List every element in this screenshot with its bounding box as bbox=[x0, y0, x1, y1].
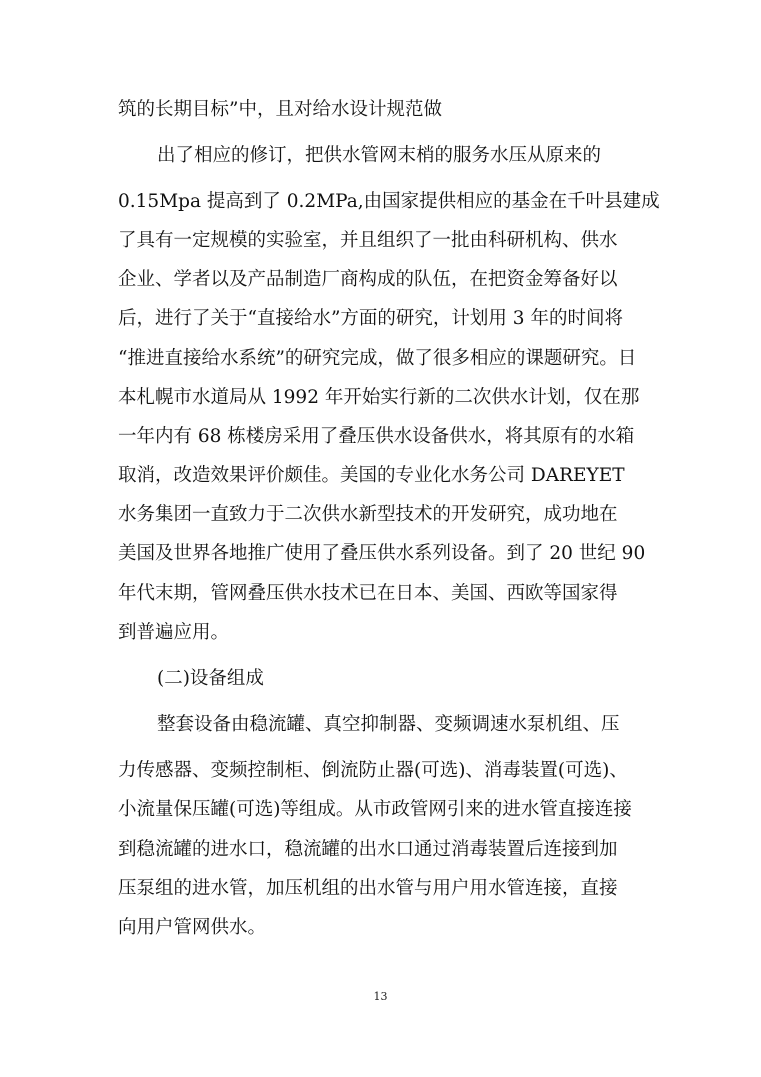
text-line: 筑的长期目标”中，且对给水设计规范做 bbox=[118, 99, 442, 120]
text-line: 出了相应的修订，把供水管网末梢的服务水压从原来的 bbox=[157, 145, 602, 166]
text-line: 力传感器、变频控制柜、倒流防止器(可选)、消毒装置(可选)、 bbox=[118, 760, 628, 781]
text-line: 水务集团一直致力于二次供水新型技术的开发研究，成功地在 bbox=[118, 504, 618, 525]
text-line: 整套设备由稳流罐、真空抑制器、变频调速水泵机组、压 bbox=[157, 714, 620, 735]
text-line: 向用户管网供水。 bbox=[118, 917, 267, 938]
text-line: 了具有一定规模的实验室，并且组织了一批由科研机构、供水 bbox=[118, 230, 618, 251]
text-line: 美国及世界各地推广使用了叠压供水系列设备。到了 20 世纪 90 bbox=[118, 543, 646, 564]
text-line: 到稳流罐的进水口，稳流罐的出水口通过消毒装置后连接到加 bbox=[118, 839, 618, 860]
text-line: “推进直接给水系统”的研究完成，做了很多相应的课题研究。日 bbox=[118, 348, 637, 369]
page-number: 13 bbox=[373, 990, 388, 1003]
text-line: 小流量保压罐(可选)等组成。从市政管网引来的进水管直接连接 bbox=[118, 799, 632, 820]
text-line: 取消，改造效果评价颇佳。美国的专业化水务公司 DAREYET bbox=[118, 465, 625, 486]
text-line: 本札幌市水道局从 1992 年开始实行新的二次供水计划，仅在那 bbox=[118, 387, 640, 408]
text-line: 后，进行了关于“直接给水”方面的研究，计划用 3 年的时间将 bbox=[118, 308, 623, 329]
text-line: 一年内有 68 栋楼房采用了叠压供水设备供水，将其原有的水箱 bbox=[118, 426, 635, 447]
text-line: 压泵组的进水管，加压机组的出水管与用户用水管连接，直接 bbox=[118, 878, 618, 899]
text-line: 0.15Mpa 提高到了 0.2MPa,由国家提供相应的基金在千叶县建成 bbox=[118, 191, 660, 212]
text-line: 企业、学者以及产品制造厂商构成的队伍，在把资金筹备好以 bbox=[118, 269, 618, 290]
text-line: 到普遍应用。 bbox=[118, 622, 230, 643]
section-heading: (二)设备组成 bbox=[157, 668, 264, 689]
text-line: 年代末期，管网叠压供水技术已在日本、美国、西欧等国家得 bbox=[118, 583, 618, 604]
